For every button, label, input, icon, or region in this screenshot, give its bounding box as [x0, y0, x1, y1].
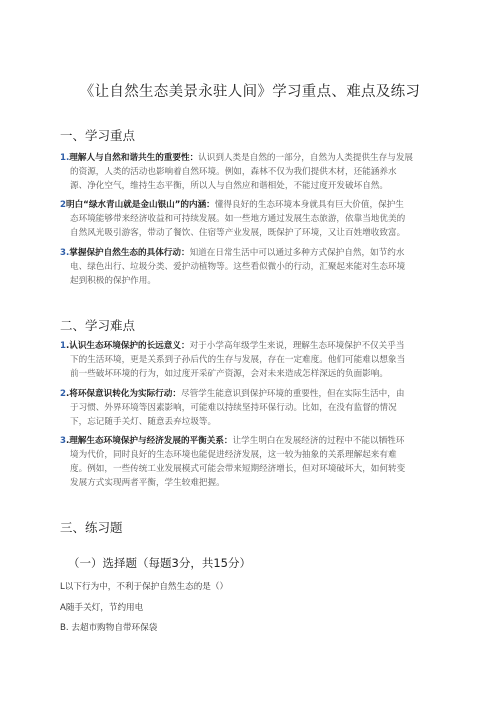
item-number: 3. [60, 248, 70, 258]
item-lead: .将环保意识转化为实际行动： [65, 389, 181, 399]
item-number: 2 [60, 200, 66, 210]
item-text: 的资源，人类的活动也影响着自然环境。例如，森林不仅为我们提供木材，还能涵养水 [70, 167, 397, 177]
difficulty-1 [60, 339, 445, 381]
item-text: 对于小学高年级学生来说，理解生态环境保护不仅关乎当 [189, 341, 405, 351]
item-text: 度。例如，一些传统工业发展模式可能会带来短期经济增长，但对环境破坏大，如何转变 [70, 464, 406, 474]
key-point-3 [60, 246, 445, 288]
item-lead: 掌握保护自然生态的具体行动： [69, 248, 190, 258]
item-text: 态环境能够带来经济收益和可持续发展。如一些地方通过发展生态旅游，依靠当地优美的 [70, 214, 406, 224]
item-number: 2 [60, 389, 66, 399]
item-text: 尽管学生能意识到保护环境的重要性，但在实际生活中，由 [180, 389, 405, 399]
item-number: 3 [60, 436, 66, 446]
item-text: 认识到人类是自然的一部分，自然为人类提供生存与发展 [198, 153, 414, 163]
item-text: 电、绿色出行、垃圾分类、爱护动植物等。这些看似微小的行动，汇聚起来能对生态环境 [70, 262, 406, 272]
item-text: 前一些破坏环境的行为，如过度开采矿产资源，会对未来造成怎样深远的负面影响。 [70, 369, 388, 379]
item-text: 自然风光吸引游客，带动了餐饮、住宿等产业发展，既保护了环境，又让百姓增收致富。 [70, 228, 406, 238]
item-text: 下，忘记随手关灯、随意丢弃垃圾等。 [70, 417, 217, 427]
item-lead: 理解人与自然和谐共生的重要性： [69, 153, 199, 163]
exercise-subheading: （一）选择题（每题3分，共15分） [68, 556, 251, 570]
item-text: 源、净化空气，维持生态平衡，所以人与自然应和谐相处，不能过度开发破坏自然。 [70, 181, 388, 191]
item-number: 1 [60, 341, 66, 351]
document-title: 《让自然生态美景永驻人间》学习重点、难点及练习 [79, 84, 421, 100]
option-a: A随手关灯，节约用电 [60, 603, 144, 613]
item-text: 境为代价，同时良好的生态环境也能促进经济发展，这一较为抽象的关系理解起来有难 [70, 450, 397, 460]
item-text: 下的生活环境，更是关系到子孙后代的生存与发展，存在一定难度。他们可能难以想象当 [70, 355, 406, 365]
item-text: 知道在日常生活中可以通过多种方式保护自然，如节约水 [189, 248, 405, 258]
key-point-2 [60, 198, 445, 240]
difficulty-3 [60, 434, 445, 490]
section-heading-exercises: 三、练习题 [60, 520, 123, 535]
item-lead: .理解生态环境保护与经济发展的平衡关系： [65, 436, 233, 446]
item-lead: .认识生态环境保护的长远意义： [65, 341, 190, 351]
section-heading-key-points: 一、学习重点 [60, 128, 136, 143]
section-heading-difficulties: 二、学习难点 [60, 318, 136, 333]
difficulty-2 [60, 387, 445, 429]
item-text: 发展方式实现两者平衡，学生较难把握。 [70, 478, 225, 488]
key-point-1 [60, 151, 445, 193]
item-text: 让学生明白在发展经济的过程中不能以牺牲环 [232, 436, 405, 446]
item-lead: 明白“绿水青山就是金山银山”的内涵： [65, 200, 215, 210]
item-text: 懂得良好的生态环境本身就具有巨大价值，保护生 [214, 200, 404, 210]
item-text: 于习惯、外界环境等因素影响，可能难以持续坚持环保行动。比如，在没有监督的情况 [70, 403, 397, 413]
option-b: B. 去超市购物自带环保袋 [60, 623, 158, 633]
item-number: 1. [60, 153, 70, 163]
item-text: 起到积极的保护作用。 [70, 276, 156, 286]
question-text: L以下行为中，不利于保护自然生态的是（） [60, 582, 229, 592]
